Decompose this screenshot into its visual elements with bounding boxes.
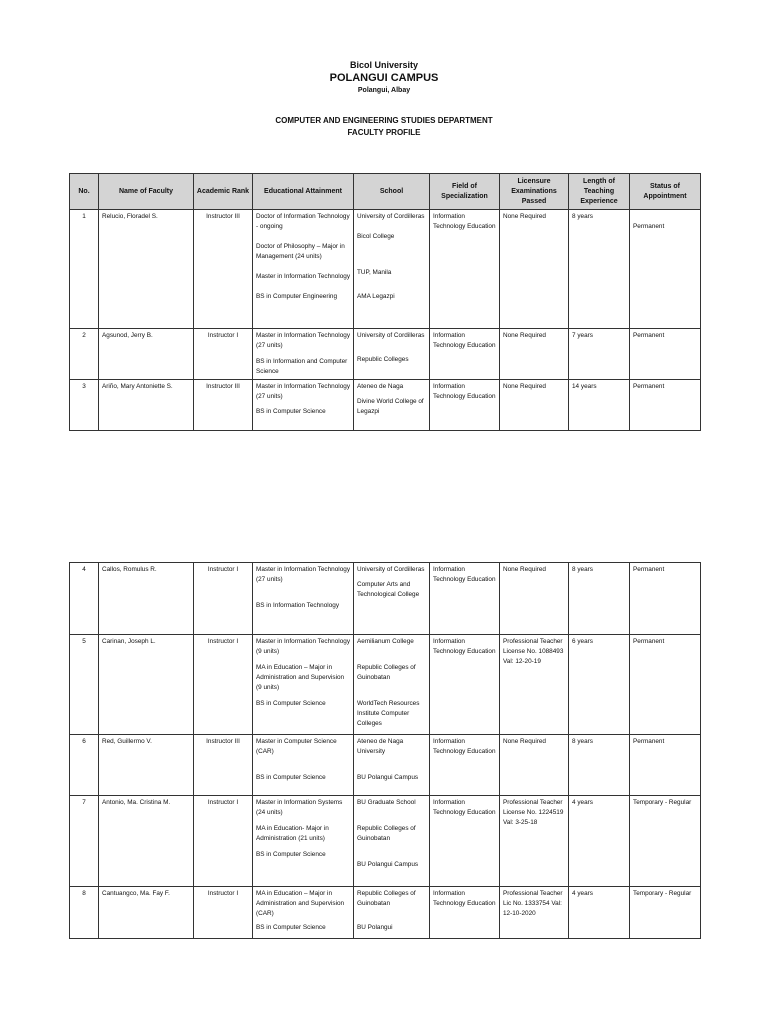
cell-education (253, 210, 354, 329)
cell-rank: Instructor I (194, 563, 253, 635)
cell-education (253, 329, 354, 380)
cell-experience: 4 years (569, 796, 630, 887)
cell-name: Agsunod, Jerry B. (99, 329, 194, 380)
cell-status: Permanent (630, 735, 701, 796)
school-entry: University of Cordilleras (357, 566, 425, 573)
faculty-table-1 (69, 173, 701, 431)
education-entry: Master in Computer Science (CAR) (256, 738, 337, 755)
cell-rank: Instructor I (194, 887, 253, 939)
col-header-education: Educational Attainment (253, 174, 354, 210)
education-entry: Doctor of Information Technology - ongoing (256, 213, 350, 230)
school-entry: BU Graduate School (357, 799, 416, 806)
education-entry: BS in Computer Science (256, 851, 326, 858)
cell-experience: 6 years (569, 635, 630, 735)
education-entry: BS in Computer Science (256, 700, 326, 707)
school-entry: BU Polangui Campus (357, 861, 419, 868)
school-entry: Ateneo de Naga University (357, 738, 404, 755)
campus-name: POLANGUI CAMPUS (329, 72, 439, 84)
education-entry: BS in Information and Computer Science (256, 358, 348, 375)
education-entry: BS in Computer Science (256, 774, 326, 781)
table-row (70, 329, 701, 380)
document-title: FACULTY PROFILE (347, 128, 421, 137)
status-text: Permanent (633, 223, 665, 230)
cell-no: 5 (70, 635, 99, 735)
cell-licensure: None Required (500, 563, 569, 635)
cell-name: Cantuangco, Ma. Fay F. (99, 887, 194, 939)
cell-field: Information Technology Education (430, 380, 500, 431)
col-header-field: Field of Specialization (430, 174, 500, 210)
cell-education (253, 380, 354, 431)
cell-rank: Instructor I (194, 635, 253, 735)
campus-location: Polangui, Albay (357, 87, 411, 94)
cell-school (354, 796, 430, 887)
cell-licensure: Professional Teacher Lic No. 1333754 Val: 12-10-2020 (500, 887, 569, 939)
school-entry: Computer Arts and Technological College (357, 581, 420, 598)
school-entry: Republic Colleges of Guinobatan (357, 890, 416, 907)
cell-field: Information Technology Education (430, 796, 500, 887)
cell-education (253, 635, 354, 735)
school-entry: Republic Colleges (357, 356, 409, 363)
col-header-no: No. (70, 174, 99, 210)
school-entry: TUP, Manila (357, 269, 392, 276)
cell-rank: Instructor III (194, 210, 253, 329)
school-entry: AMA Legazpi (357, 293, 395, 300)
cell-field: Information Technology Education (430, 635, 500, 735)
school-entry: Divine World College of Legazpi (357, 398, 424, 415)
cell-status: Permanent (630, 329, 701, 380)
education-entry: BS in Information Technology (256, 602, 340, 609)
education-entry: Master in Information Technology (27 units) (256, 566, 351, 583)
cell-rank: Instructor I (194, 329, 253, 380)
cell-no: 7 (70, 796, 99, 887)
cell-licensure: Professional Teacher License No. 1224519 Val: 3-25-18 (500, 796, 569, 887)
cell-education (253, 563, 354, 635)
cell-education (253, 735, 354, 796)
education-entry: BS in Computer Engineering (256, 293, 337, 300)
cell-no: 2 (70, 329, 99, 380)
school-entry: Ateneo de Naga (357, 383, 404, 390)
education-entry: Master in Information Systems (24 units) (256, 799, 343, 816)
department-name: COMPUTER AND ENGINEERING STUDIES DEPARTMENT (275, 116, 493, 125)
school-entry: BU Polangui Campus (357, 774, 419, 781)
education-entry: Master in Information Technology (27 units) (256, 383, 351, 400)
cell-status (630, 210, 701, 329)
cell-status: Permanent (630, 635, 701, 735)
cell-experience: 14 years (569, 380, 630, 431)
cell-school (354, 329, 430, 380)
cell-school (354, 563, 430, 635)
col-header-experience: Length of Teaching Experience (569, 174, 630, 210)
cell-education (253, 796, 354, 887)
faculty-table-2 (69, 562, 701, 939)
school-entry: Bicol College (357, 233, 395, 240)
cell-status: Permanent (630, 380, 701, 431)
school-entry: WorldTech Resources Institute Computer Colleges (357, 700, 420, 727)
cell-no: 4 (70, 563, 99, 635)
cell-experience: 8 years (569, 210, 630, 329)
education-entry: MA in Education – Major in Administration and Supervision (CAR) (256, 890, 345, 917)
cell-licensure: None Required (500, 380, 569, 431)
cell-field: Information Technology Education (430, 735, 500, 796)
cell-school (354, 887, 430, 939)
cell-rank: Instructor III (194, 380, 253, 431)
cell-licensure: None Required (500, 735, 569, 796)
cell-no: 6 (70, 735, 99, 796)
table-row (70, 380, 701, 431)
cell-field: Information Technology Education (430, 887, 500, 939)
education-entry: Master in Information Technology (9 units) (256, 638, 351, 655)
table-row (70, 796, 701, 887)
education-entry: Master in Information Technology (256, 273, 351, 280)
cell-school (354, 380, 430, 431)
cell-experience: 7 years (569, 329, 630, 380)
cell-experience: 4 years (569, 887, 630, 939)
cell-rank: Instructor III (194, 735, 253, 796)
education-entry: BS in Computer Science (256, 408, 326, 415)
cell-no: 8 (70, 887, 99, 939)
col-header-rank: Academic Rank (194, 174, 253, 210)
cell-experience: 8 years (569, 563, 630, 635)
cell-licensure: None Required (500, 329, 569, 380)
cell-school (354, 635, 430, 735)
cell-education (253, 887, 354, 939)
cell-school (354, 735, 430, 796)
cell-name: Relucio, Floradel S. (99, 210, 194, 329)
school-entry: Republic Colleges of Guinobatan (357, 825, 416, 842)
school-entry: University of Cordilleras (357, 332, 425, 339)
cell-status: Temporary - Regular (630, 796, 701, 887)
cell-name: Red, Guillermo V. (99, 735, 194, 796)
cell-status: Temporary - Regular (630, 887, 701, 939)
education-entry: BS in Computer Science (256, 924, 326, 931)
cell-no: 1 (70, 210, 99, 329)
cell-name: Carinan, Joseph L. (99, 635, 194, 735)
education-entry: MA in Education- Major in Administration (21 units) (256, 825, 329, 842)
col-header-status: Status of Appointment (630, 174, 701, 210)
school-entry: Republic Colleges of Guinobatan (357, 664, 416, 681)
table-row (70, 563, 701, 635)
cell-field: Information Technology Education (430, 329, 500, 380)
table-row (70, 635, 701, 735)
education-entry: Doctor of Philosophy – Major in Management (24 units) (256, 243, 345, 260)
school-entry: University of Cordilleras (357, 213, 425, 220)
table-header-row (70, 174, 701, 210)
cell-name: Ariño, Mary Antoniette S. (99, 380, 194, 431)
school-entry: Aemilianum College (357, 638, 414, 645)
table-row (70, 210, 701, 329)
education-entry: Master in Information Technology (27 units) (256, 332, 351, 349)
col-header-licensure: Licensure Examinations Passed (500, 174, 569, 210)
cell-rank: Instructor I (194, 796, 253, 887)
cell-name: Callos, Romulus R. (99, 563, 194, 635)
cell-no: 3 (70, 380, 99, 431)
education-entry: MA in Education – Major in Administration and Supervision (9 units) (256, 664, 345, 691)
cell-experience: 8 years (569, 735, 630, 796)
table-row (70, 735, 701, 796)
school-entry: BU Polangui (357, 924, 393, 931)
col-header-school: School (354, 174, 430, 210)
table-row (70, 887, 701, 939)
cell-school (354, 210, 430, 329)
cell-licensure: None Required (500, 210, 569, 329)
cell-field: Information Technology Education (430, 563, 500, 635)
cell-name: Antonio, Ma. Cristina M. (99, 796, 194, 887)
cell-status: Permanent (630, 563, 701, 635)
cell-field: Information Technology Education (430, 210, 500, 329)
cell-licensure: Professional Teacher License No. 1088493 Val: 12-20-19 (500, 635, 569, 735)
col-header-name: Name of Faculty (99, 174, 194, 210)
university-name: Bicol University (349, 60, 419, 70)
